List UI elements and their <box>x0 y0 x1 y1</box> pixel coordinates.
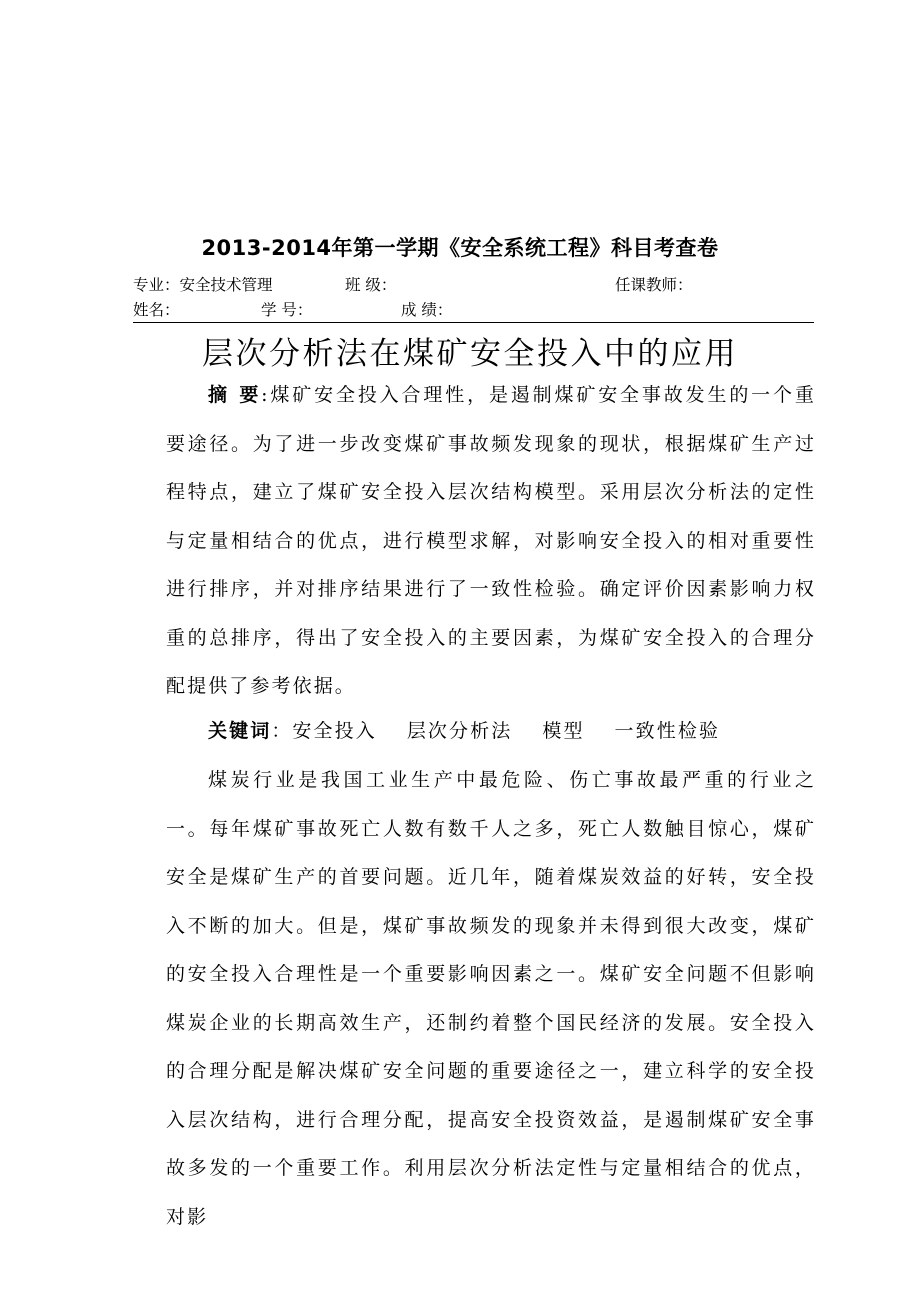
name-field: 姓名： <box>133 301 180 319</box>
teacher-field: 任课教师： <box>615 276 693 294</box>
score-field: 成 绩： <box>401 301 453 319</box>
keyword-item: 层次分析法 <box>406 720 513 742</box>
header-divider <box>133 322 814 323</box>
keywords-label: 关键词 <box>208 720 272 742</box>
class-field: 班 级： <box>345 276 397 294</box>
abstract-paragraph <box>166 371 816 711</box>
major-field: 专业：安全技术管理 <box>133 276 273 294</box>
keyword-item: 一致性检验 <box>614 720 721 742</box>
student-no-field: 学 号： <box>261 301 313 319</box>
body-paragraph: 煤炭行业是我国工业生产中最危险、伤亡事故最严重的行业之一。每年煤矿事故死亡人数有数千人之多，死亡人数触目惊心，煤矿安全是煤矿生产的首要问题。近几年，随着煤炭效益的好转，安全投入不断的加大。但是，煤矿事故频发的现象并未得到很大改变，煤矿的安全投入合理性是一个重要影响因素之一。煤矿安全问题不但影响煤炭企业的长期高效生产，还制约着整个国民经济的发展。安全投入的合理分配是解决煤矿安全问题的重要途径之一，建立科学的安全投入层次结构，进行合理分配，提高安全投资效益，是遏制煤矿安全事故多发的一个重要工作。利用层次分析法定性与定量相结合的优点，对影 <box>166 769 816 1228</box>
paper-title: 层次分析法在煤矿安全投入中的应用 <box>202 336 738 372</box>
abstract-text: :煤矿安全投入合理性，是遏制煤矿安全事故发生的一个重要途径。为了进一步改变煤矿事故频发现象的现状，根据煤矿生产过程特点，建立了煤矿安全投入层次结构模型。采用层次分析法的定性与定量相结合的优点，进行模型求解，对影响安全投入的相对重要性进行排序，并对排序结果进行了一致性检验。确定评价因素影响力权重的总排序，得出了安全投入的主要因素，为煤矿安全投入的合理分配提供了参考依据。 <box>166 384 816 697</box>
keywords-paragraph <box>166 707 816 756</box>
abstract-label: 摘 要 <box>208 384 262 406</box>
exam-title: 2013-2014年第一学期《安全系统工程》科目考查卷 <box>201 236 719 260</box>
keyword-item: 模型 <box>542 720 585 742</box>
keyword-item: ：安全投入 <box>271 720 377 742</box>
